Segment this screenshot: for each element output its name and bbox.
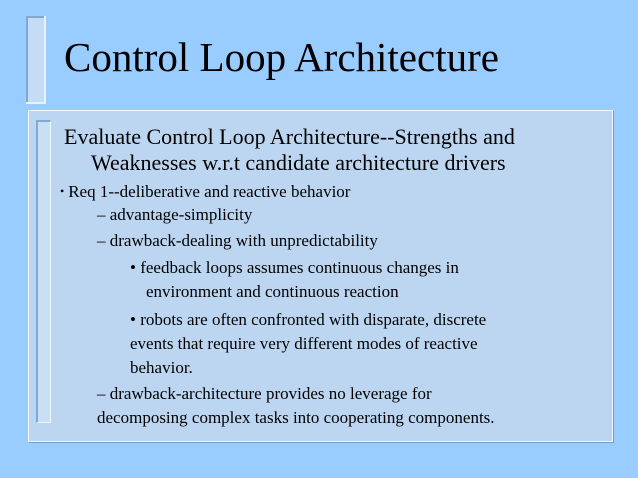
robots-point-line-3: behavior. (130, 358, 193, 377)
drawback-item-2-line-2: decomposing complex tasks into cooperating components. (97, 408, 495, 427)
slide-title: Control Loop Architecture (64, 34, 499, 80)
robots-point-line-1: • robots are often confronted with disparate, discrete (130, 310, 487, 329)
bullet-icon: • (60, 184, 65, 198)
feedback-point-line-2: environment and continuous reaction (146, 282, 399, 301)
drawback-item-2-line-1: – drawback-architecture provides no leverage for (97, 384, 432, 403)
requirement-bullet (60, 180, 350, 203)
robots-point-line-2: events that require very different modes of reactive (130, 334, 478, 353)
heading-line-2: Weaknesses w.r.t candidate architecture drivers (91, 150, 506, 175)
feedback-point-line-1: • feedback loops assumes continuous changes in (130, 258, 459, 277)
requirement-text: Req 1--deliberative and reactive behavior (68, 182, 351, 201)
title-accent-bar (26, 16, 46, 104)
heading-line-1: Evaluate Control Loop Architecture--Strengths and (64, 124, 515, 149)
content-accent-bar (36, 120, 51, 423)
drawback-item-1: – drawback-dealing with unpredictability (97, 231, 378, 250)
advantage-item: – advantage-simplicity (97, 205, 253, 224)
